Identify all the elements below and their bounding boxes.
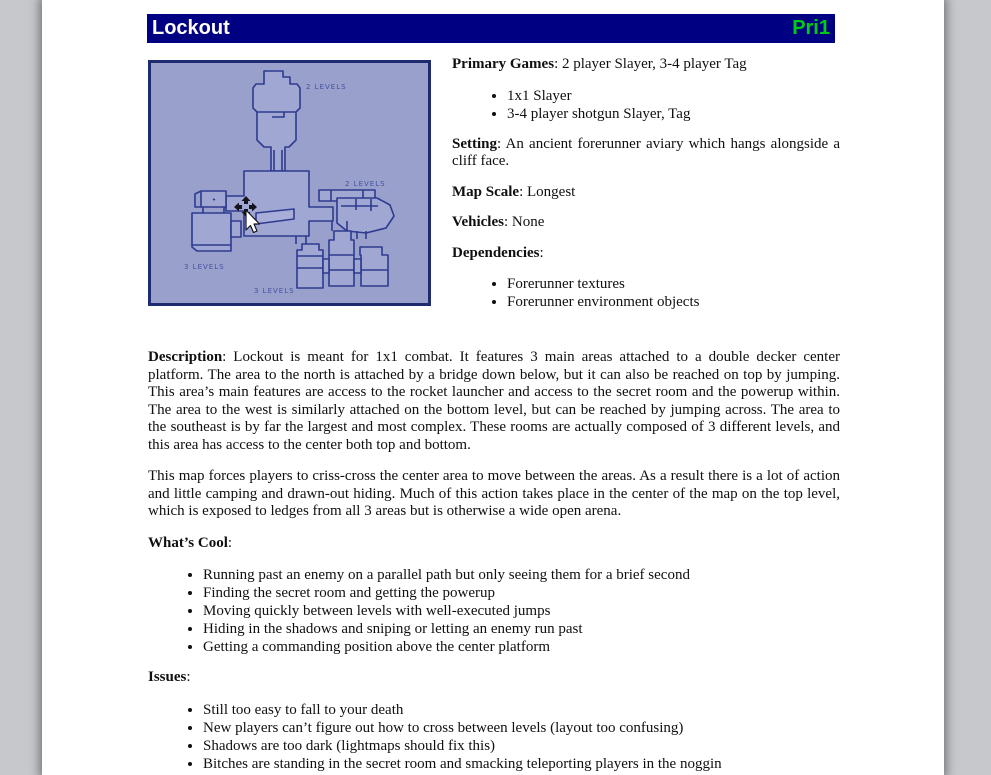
document-page — [42, 0, 944, 775]
south-tower-3 — [360, 247, 388, 286]
flow-paragraph: This map forces players to criss-cross the center area to move between the areas. As a result there is a lot of action and little camping and drawn-out hiding. Much of this action takes place in the center of the map on the top level, which is exposed to ledges from all 3 areas but is otherwise a wide open arena. — [148, 468, 840, 519]
map-summary-column — [452, 56, 840, 324]
list-item: • 3-4 player shotgun Slayer, Tag — [507, 105, 840, 123]
label-east: 2 Levels — [345, 180, 386, 188]
list-item: • Moving quickly between levels with well-executed jumps — [203, 602, 840, 620]
label-west: 3 Levels — [184, 263, 225, 271]
list-item: • Bitches are standing in the secret room and smacking teleporting players in the noggin — [203, 755, 840, 773]
issues-label: Issues — [148, 669, 187, 685]
list-item: • Still too easy to fall to your death — [203, 701, 840, 719]
south-tower-2 — [329, 231, 354, 286]
list-item: • New players can’t figure out how to cross between levels (layout too confusing) — [203, 719, 840, 737]
north-tower — [253, 71, 300, 171]
vehicles-label: Vehicles — [452, 214, 504, 230]
primary-games-label: Primary Games — [452, 56, 555, 72]
south-connector-1 — [323, 259, 329, 273]
setting-line: Setting: An ancient forerunner aviary which hangs alongside a cliff face. — [452, 135, 840, 169]
south-connector-2 — [354, 259, 361, 273]
map-sketch-image[interactable] — [148, 60, 431, 306]
map-body-text — [148, 349, 840, 773]
map-title-bar — [147, 14, 835, 43]
primary-games-line: Primary Games: 2 player Slayer, 3-4 player Tag — [452, 56, 747, 72]
list-item: • Running past an enemy on a parallel path but only seeing them for a brief second — [203, 566, 840, 584]
list-item: • Hiding in the shadows and sniping or letting an enemy run past — [203, 620, 840, 638]
south-tower-1 — [297, 244, 323, 288]
list-item: • Getting a commanding position above the center platform — [203, 638, 840, 656]
list-item: • Shadows are too dark (lightmaps should fix this) — [203, 737, 840, 755]
center-platform — [226, 171, 333, 236]
dependencies-line: Dependencies: — [452, 244, 544, 261]
issues-list — [148, 701, 840, 773]
whats-cool-list — [148, 566, 840, 656]
whats-cool-label: What’s Cool — [148, 534, 228, 551]
label-south: 3 Levels — [254, 287, 295, 295]
label-north: 2 Levels — [306, 83, 347, 91]
whats-cool-heading: What’s Cool: — [148, 534, 233, 551]
page-title: Lockout — [152, 17, 230, 39]
east-room — [337, 198, 394, 233]
list-item: • 1x1 Slayer — [507, 87, 840, 105]
map-scale-label: Map Scale — [452, 183, 520, 200]
west-tab — [231, 221, 241, 237]
description-paragraph: Description: Lockout is meant for 1x1 combat. It features 3 main areas attached to a double decker center platform. The area to the north is attached by a bridge down below, but it can also be reached on top by jumping. This area’s main features are access to the rocket launcher and access to the secret room and the powerup within. The area to the west is similarly attached on the bottom level, but can be reached by jumping across. The area to the southeast is by far the largest and most complex. These rooms are actually composed of 3 different levels, and this area has access to the center both top and bottom. — [148, 349, 840, 453]
map-sketch — [151, 63, 428, 303]
setting-label: Setting — [452, 135, 497, 152]
priority-badge: Pri1 — [792, 17, 830, 39]
list-item: • Forerunner environment objects — [507, 293, 840, 311]
description-label: Description — [148, 349, 223, 365]
vehicles-line: Vehicles: None — [452, 214, 545, 230]
dependencies-label: Dependencies — [452, 244, 540, 261]
list-item: • Finding the secret room and getting the powerup — [203, 584, 840, 602]
dependencies-list — [452, 275, 840, 311]
issues-heading: Issues: — [148, 669, 191, 685]
list-item: • Forerunner textures — [507, 275, 840, 293]
map-scale-line: Map Scale: Longest — [452, 183, 576, 200]
primary-games-list — [452, 87, 840, 123]
